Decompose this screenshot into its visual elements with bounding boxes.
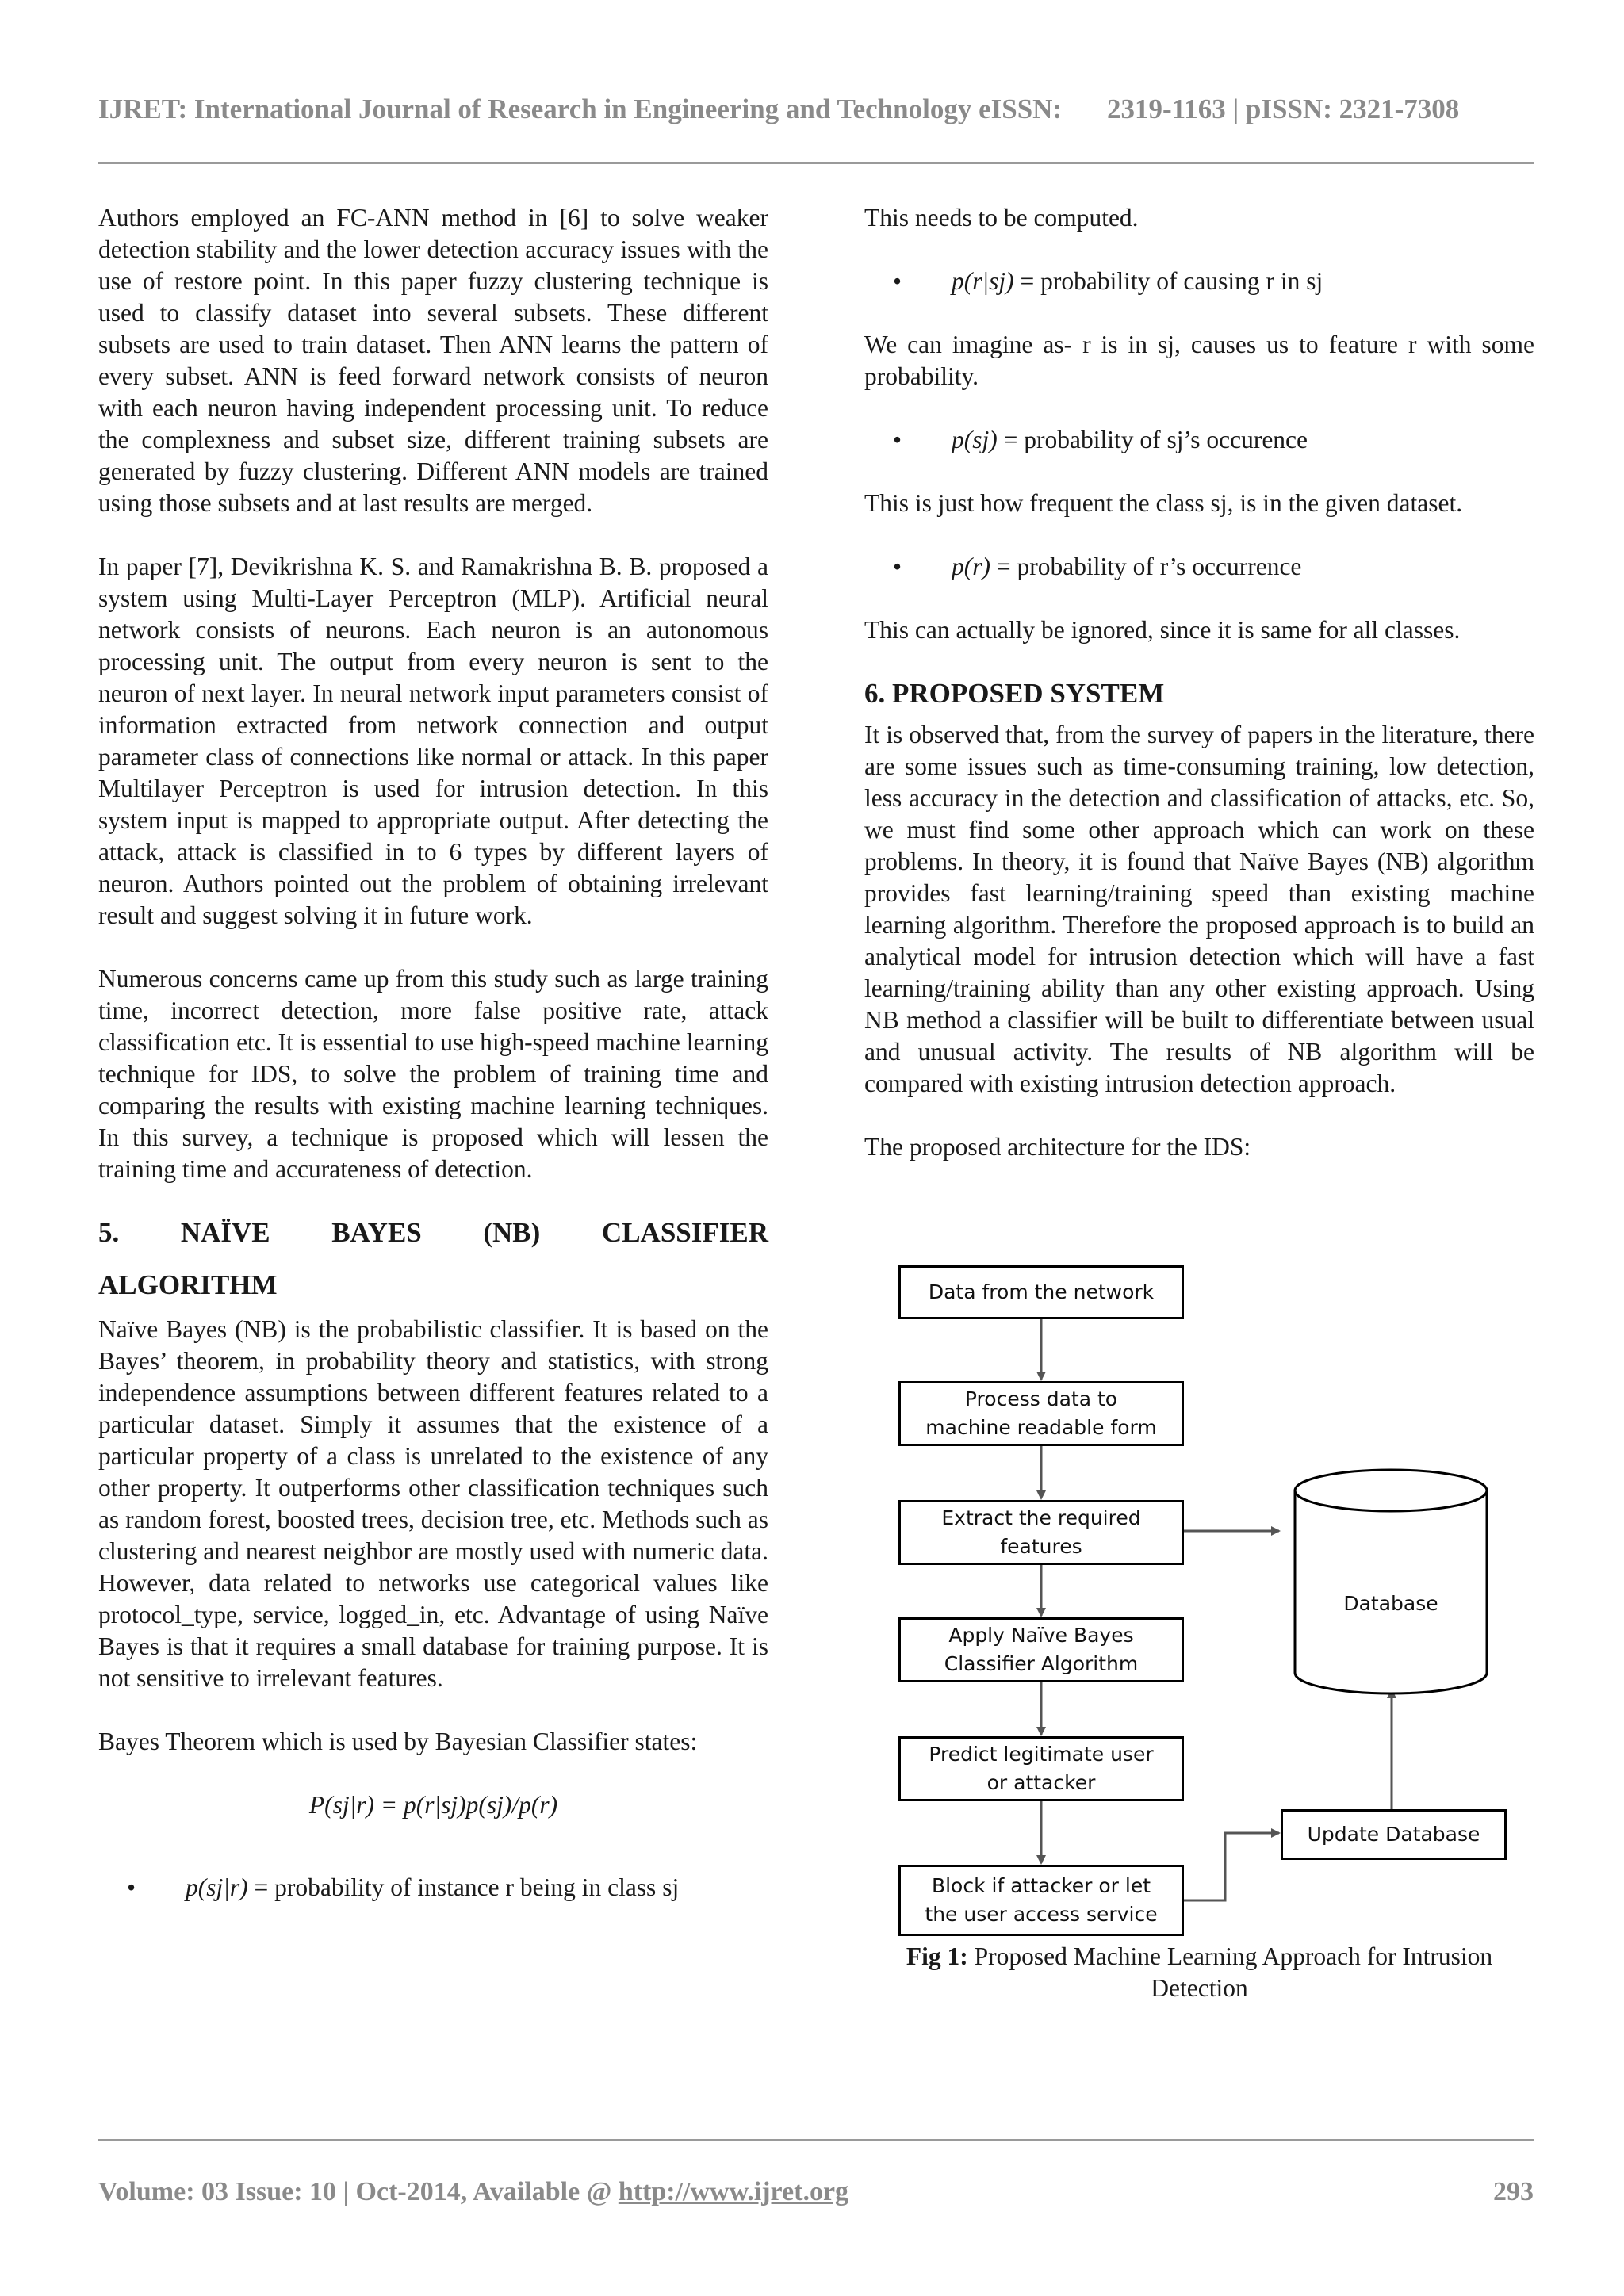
- bullet-term: p(sj): [952, 426, 998, 453]
- footer-rule: [98, 2139, 1534, 2141]
- bullet-term: p(r): [952, 553, 990, 580]
- architecture-flowchart: [868, 1246, 1534, 1944]
- bullet-evidence: [864, 551, 1534, 583]
- box-label: Update Database: [1307, 1823, 1480, 1846]
- box-label: Classifier Algorithm: [944, 1652, 1139, 1675]
- paragraph-architecture: The proposed architecture for the IDS:: [864, 1133, 1251, 1161]
- box-apply-naive-bayes: [898, 1617, 1184, 1682]
- page-number: 293: [1493, 2177, 1534, 2206]
- bullet-dot: •: [893, 426, 902, 453]
- footer-volume: Volume: 03 Issue: 10 | Oct-2014, Available @: [98, 2177, 619, 2206]
- box-label: machine readable form: [925, 1416, 1157, 1439]
- section-5-heading: [98, 1212, 768, 1306]
- box-block-attacker: [898, 1865, 1184, 1936]
- box-label: Apply Naïve Bayes: [948, 1624, 1134, 1647]
- paragraph-naive-bayes: Naïve Bayes (NB) is the probabilistic classifier. It is based on the Bayes’ theorem, in probability theory and statistics, with strong independence assumptions between different features related to a particular dataset. Simply it assumes that the existence of a particular property of a class is unrelated to the existence of any other property. It outperforms other classification techniques such as random forest, boosted trees, decision tree, etc. Methods such as clustering and nearest neighbor are mostly used with numeric data. However, data related to networks use categorical values like protocol_type, service, logged_in, etc. Advantage of using Naïve Bayes is that it requires a small database for training purpose. It is not sensitive to irrelevant features.: [98, 1315, 769, 1692]
- bullet-posterior: [98, 1872, 768, 1904]
- paragraph-fc-ann: Authors employed an FC-ANN method in [6] to solve weaker detection stability and the lower detection accuracy issues with the use of restore point. In this paper fuzzy clustering technique is used to classify dataset into several subsets. These different subsets are used to train dataset. Then ANN learns the pattern of every subset. ANN is feed forward network consists of neuron with each neuron having independent processing unit. To reduce the complexness and subset size, different training subsets are generated by fuzzy clustering. Different ANN models are trained using those subsets and at last results are merged.: [98, 204, 768, 517]
- paragraph-concerns: Numerous concerns came up from this study such as large training time, incorrect detection, more false positive rate, attack classification etc. It is essential to use high-speed machine learning technique for IDS, to solve the problem of training time and comparing the results with existing machine learning techniques. In this survey, a technique is proposed which will lessen the training time and accurateness of detection.: [98, 965, 768, 1183]
- running-footer: [98, 2177, 1534, 2207]
- database-icon: [1295, 1470, 1487, 1693]
- heading-word: (NB): [483, 1217, 541, 1248]
- box-label: or attacker: [986, 1771, 1096, 1794]
- running-header: [98, 94, 1526, 125]
- box-label: Extract the required: [941, 1506, 1141, 1529]
- box-label: the user access service: [925, 1903, 1158, 1926]
- bullet-dot: •: [127, 1873, 136, 1901]
- box-label: Data from the network: [928, 1280, 1155, 1303]
- bullet-prior: [864, 424, 1534, 456]
- left-column: [98, 202, 768, 1904]
- box-update-database: [1281, 1809, 1507, 1860]
- bullet-term: p(sj|r): [186, 1873, 248, 1901]
- paragraph-mlp: In paper [7], Devikrishna K. S. and Ramakrishna B. B. proposed a system using Multi-Layer Perceptron (MLP). Artificial neural network consists of neurons. Each neuron is an autonomous processing unit. The output from every neuron is sent to the neuron of next layer. In neural network input parameters consist of information extracted from network connection and output parameter class of connections like normal or attack. In this paper Multilayer Perceptron is used for intrusion detection. In this system input is mapped to appropriate output. After detecting the attack, attack is classified in to 6 types by different layers of neuron. Authors pointed out the problem of obtaining irrelevant result and suggest solving it in future work.: [98, 553, 768, 929]
- box-label: Process data to: [964, 1387, 1118, 1410]
- box-label: Predict legitimate user: [929, 1743, 1154, 1766]
- arrow-to-update: [1184, 1833, 1279, 1900]
- bullet-text: = probability of instance r being in class sj: [247, 1873, 680, 1901]
- heading-word: BAYES: [331, 1217, 422, 1248]
- bullet-dot: •: [893, 553, 902, 580]
- bullet-dot: •: [893, 267, 902, 295]
- caption-label: Fig 1:: [906, 1942, 968, 1970]
- section-6-heading: 6. PROPOSED SYSTEM: [864, 678, 1165, 709]
- caption-text: Proposed Machine Learning Approach for Intrusion Detection: [967, 1942, 1493, 2002]
- heading-word: NAÏVE: [180, 1217, 270, 1248]
- issn-numbers: 2319-1163 | pISSN: 2321-7308: [1107, 94, 1460, 124]
- header-rule: [98, 162, 1534, 164]
- box-label: features: [1000, 1535, 1082, 1558]
- box-label: Block if attacker or let: [931, 1874, 1151, 1897]
- figure-caption: [864, 1941, 1534, 2004]
- paragraph-computed: This needs to be computed.: [864, 204, 1139, 232]
- box-extract-features: [898, 1500, 1184, 1565]
- right-column: [864, 202, 1534, 1163]
- bullet-text: = probability of r’s occurrence: [990, 553, 1302, 580]
- box-data-from-network: [898, 1265, 1184, 1319]
- bayes-formula: P(sj|r) = p(r|sj)p(sj)/p(r): [308, 1791, 558, 1819]
- paragraph-frequency: This is just how frequent the class sj, is in the given dataset.: [864, 489, 1463, 517]
- paragraph-imagine: We can imagine as- r is in sj, causes us to feature r with some probability.: [864, 331, 1534, 390]
- box-process-data: [898, 1381, 1184, 1446]
- heading-word: 5.: [98, 1217, 120, 1248]
- bullet-text: = probability of sj’s occurence: [997, 426, 1308, 453]
- paragraph-ignored: This can actually be ignored, since it is same for all classes.: [864, 616, 1461, 644]
- bullet-text: = probability of causing r in sj: [1013, 267, 1323, 295]
- database-label: Database: [1343, 1592, 1438, 1615]
- box-predict-user: [898, 1736, 1184, 1801]
- bullet-likelihood: [864, 266, 1534, 297]
- journal-link[interactable]: http://www.ijret.org: [618, 2177, 849, 2206]
- heading-word: ALGORITHM: [98, 1269, 278, 1300]
- journal-title: IJRET: International Journal of Research in Engineering and Technology eISSN:: [98, 94, 1063, 124]
- heading-word: CLASSIFIER: [601, 1217, 768, 1248]
- paragraph-bayes-theorem: Bayes Theorem which is used by Bayesian Classifier states:: [98, 1728, 698, 1755]
- paragraph-proposed: It is observed that, from the survey of papers in the literature, there are some issues such as time-consuming training, low detection, less accuracy in the detection and classification of attacks, etc. So, we must find some other approach which can work on these problems. In theory, it is found that Naïve Bayes (NB) algorithm provides fast learning/training speed than existing machine learning algorithm. Therefore the proposed approach is to build an analytical model for intrusion detection which will have a fast learning/training ability than any other existing approach. Using NB method a classifier will be built to differentiate between usual and unusual activity. The results of NB algorithm will be compared with existing intrusion detection approach.: [864, 721, 1534, 1097]
- bullet-term: p(r|sj): [952, 267, 1014, 295]
